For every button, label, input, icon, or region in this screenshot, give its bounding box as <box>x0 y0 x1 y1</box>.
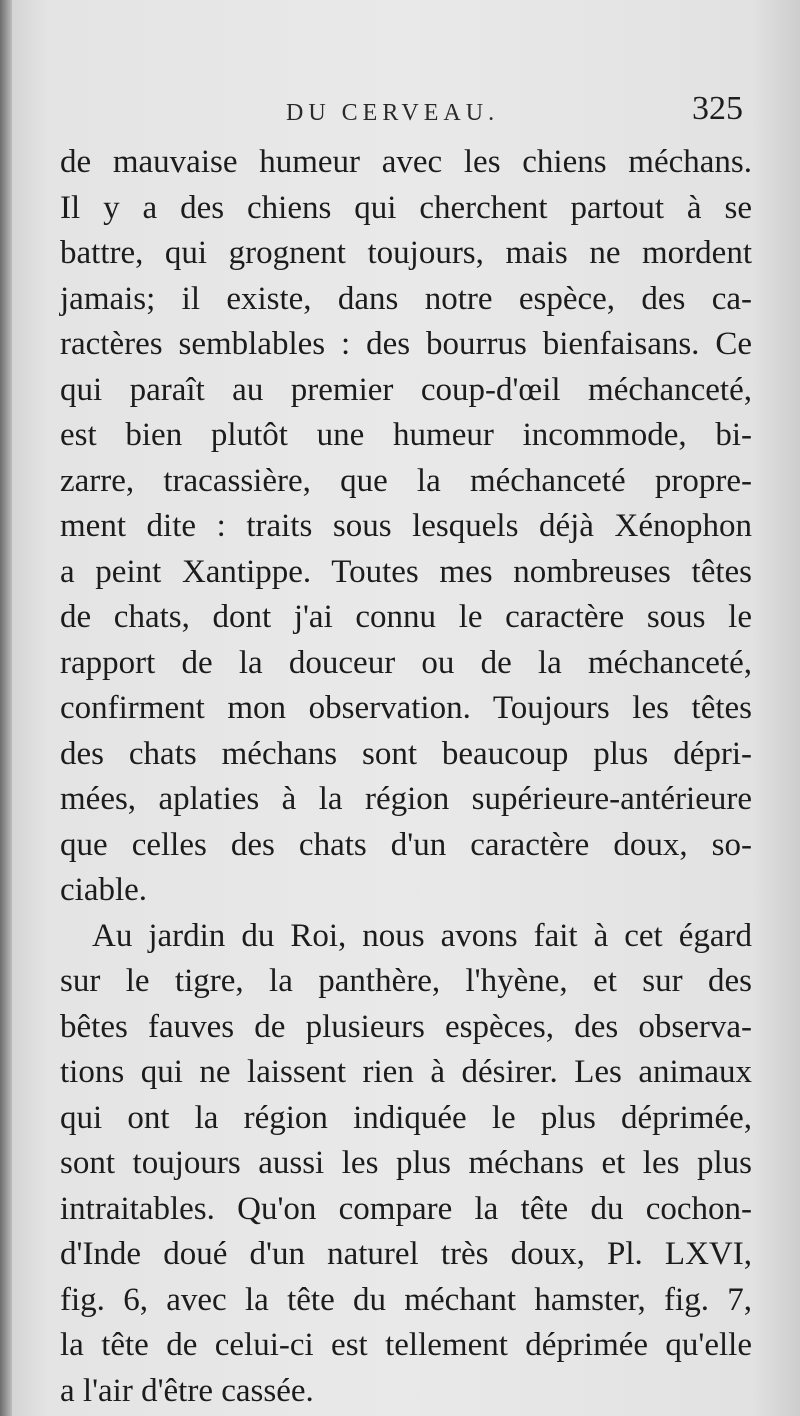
text-line: mées, aplaties à la région supérieure-antérieure <box>60 781 752 817</box>
running-head: DU CERVEAU. <box>286 100 500 126</box>
text-line: des chats méchans sont beaucoup plus dépri- <box>60 735 752 772</box>
text-line: intraitables. Qu'on compare la tête du cochon- <box>60 1190 752 1227</box>
text-line: battre, qui grognent toujours, mais ne mordent <box>60 235 752 271</box>
text-line: sur le tigre, la panthère, l'hyène, et sur des <box>60 963 752 999</box>
text-line: qui paraît au premier coup-d'œil méchanceté, <box>60 371 752 408</box>
text-line: jamais; il existe, dans notre espèce, des ca- <box>60 280 752 317</box>
text-line: rapport de la douceur ou de la méchanceté, <box>60 644 752 681</box>
paragraph <box>60 914 752 1415</box>
text-line: tions qui ne laissent rien à désirer. Les animaux <box>60 1054 752 1090</box>
text-line: qui ont la région indiquée le plus déprimée, <box>60 1099 752 1136</box>
text-line: bêtes fauves de plusieurs espèces, des observa- <box>60 1008 752 1045</box>
text-line: la tête de celui-ci est tellement déprimée qu'elle <box>60 1327 752 1363</box>
text-line: sont toujours aussi les plus méchans et les plus <box>60 1145 752 1181</box>
text-line: est bien plutôt une humeur incommode, bi- <box>60 417 752 453</box>
text-line: de chats, dont j'ai connu le caractère sous le <box>60 599 752 635</box>
text-line: fig. 6, avec la tête du méchant hamster, fig. 7, <box>60 1281 752 1318</box>
text-line: d'Inde doué d'un naturel très doux, Pl. LXVI, <box>60 1236 752 1272</box>
text-line: de mauvaise humeur avec les chiens méchans. <box>60 144 752 180</box>
page-number: 325 <box>692 90 743 127</box>
text-line: ractères semblables : des bourrus bienfaisans. Ce <box>60 326 752 362</box>
text-line: zarre, tracassière, que la méchanceté propre- <box>60 462 752 499</box>
paragraph <box>60 140 752 914</box>
text-line: ment dite : traits sous lesquels déjà Xénophon <box>60 508 752 544</box>
text-line: a l'air d'être cassée. <box>60 1372 314 1409</box>
text-line: Au jardin du Roi, nous avons fait à cet égard <box>92 917 752 954</box>
text-line: a peint Xantippe. Toutes mes nombreuses têtes <box>60 553 752 590</box>
text-line: que celles des chats d'un caractère doux, so- <box>60 826 752 863</box>
body-text <box>60 140 752 1414</box>
text-line: Il y a des chiens qui cherchent partout à se <box>60 189 752 226</box>
page-binding-shadow <box>0 0 12 1416</box>
page-header <box>0 88 800 138</box>
text-line: ciable. <box>60 872 148 908</box>
text-line: confirment mon observation. Toujours les têtes <box>60 690 752 726</box>
